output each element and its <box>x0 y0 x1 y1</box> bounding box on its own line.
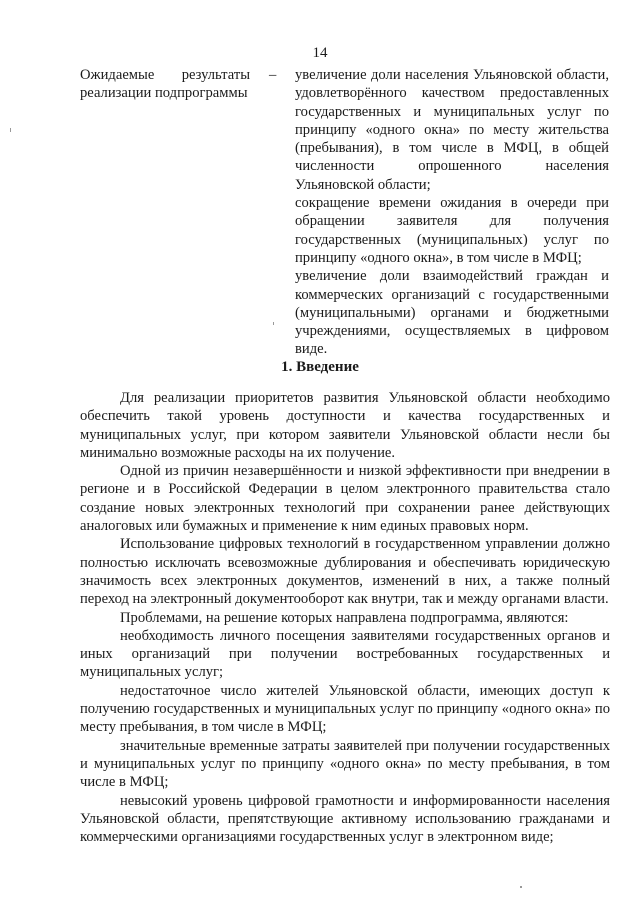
paragraph: недостаточное число жителей Ульяновской области, имеющих доступ к получению государственных и муниципальных услуг по принципу «одного окна» по месту пребывания, в том числе в МФЦ; <box>80 682 610 736</box>
expected-result-item: увеличение доли взаимодействий граждан и коммерческих организаций с государственными (муниципальными) органами и бюджетными учреждениями, осуществляемых в цифровом виде. <box>295 268 609 358</box>
expected-results-label-line2: реализации подпрограммы <box>80 85 248 102</box>
paragraph: Для реализации приоритетов развития Ульяновской области необходимо обеспечить такой уровень доступности и качества государственных и муниципальных услуг, при котором заявители Ульяновской области несли бы минимально возможные расходы на их получение. <box>80 390 610 461</box>
scan-speck <box>10 128 11 132</box>
scan-speck <box>520 886 522 888</box>
label-dash: – <box>269 67 277 83</box>
expected-results-label-line1: Ожидаемые результаты <box>80 67 250 83</box>
section-heading: 1. Введение <box>281 359 359 375</box>
expected-results-label <box>80 66 250 103</box>
scan-speck <box>273 322 274 325</box>
paragraph: невысокий уровень цифровой грамотности и информированности населения Ульяновской области, препятствующие активному использованию гражданами и коммерческими организациями государственных услуг в электронном виде; <box>80 792 610 846</box>
paragraph: значительные временные затраты заявителей при получении государственных и муниципальных услуг по принципу «одного окна» по месту пребывания, в том числе в МФЦ; <box>80 737 610 791</box>
expected-result-item: сокращение времени ожидания в очереди при обращении заявителя для получения государственных (муниципальных) услуг по принципу «одного окна», в том числе в МФЦ; <box>295 195 609 266</box>
expected-results-list <box>295 66 609 359</box>
page-number: 14 <box>312 45 328 61</box>
body-text <box>80 389 610 846</box>
paragraph: Одной из причин незавершённости и низкой эффективности при внедрении в регионе и в Российской Федерации в целом электронного правительства стало создание новых электронных технологий при сохранении ранее действующих аналоговых или бумажных и применение к ним единых правовых норм. <box>80 463 610 535</box>
paragraph: Использование цифровых технологий в государственном управлении должно полностью исключать всевозможные дублирования и обеспечивать юридическую значимость всех электронных документов, изменений в них, а также полный переход на электронный документооборот как внутри, так и между органами власти. <box>80 536 610 608</box>
paragraph: Проблемами, на решение которых направлена подпрограмма, являются: <box>120 609 569 626</box>
paragraph: необходимость личного посещения заявителями государственных органов и иных организаций при получении востребованных государственных и муниципальных услуг; <box>80 627 610 681</box>
expected-result-item: увеличение доли населения Ульяновской области, удовлетворённого качеством предоставленных государственных и муниципальных услуг по принципу «одного окна» по месту жительства (пребывания), в том числе в МФЦ, в общей численности опрошенного населения Ульяновской области; <box>295 67 609 193</box>
